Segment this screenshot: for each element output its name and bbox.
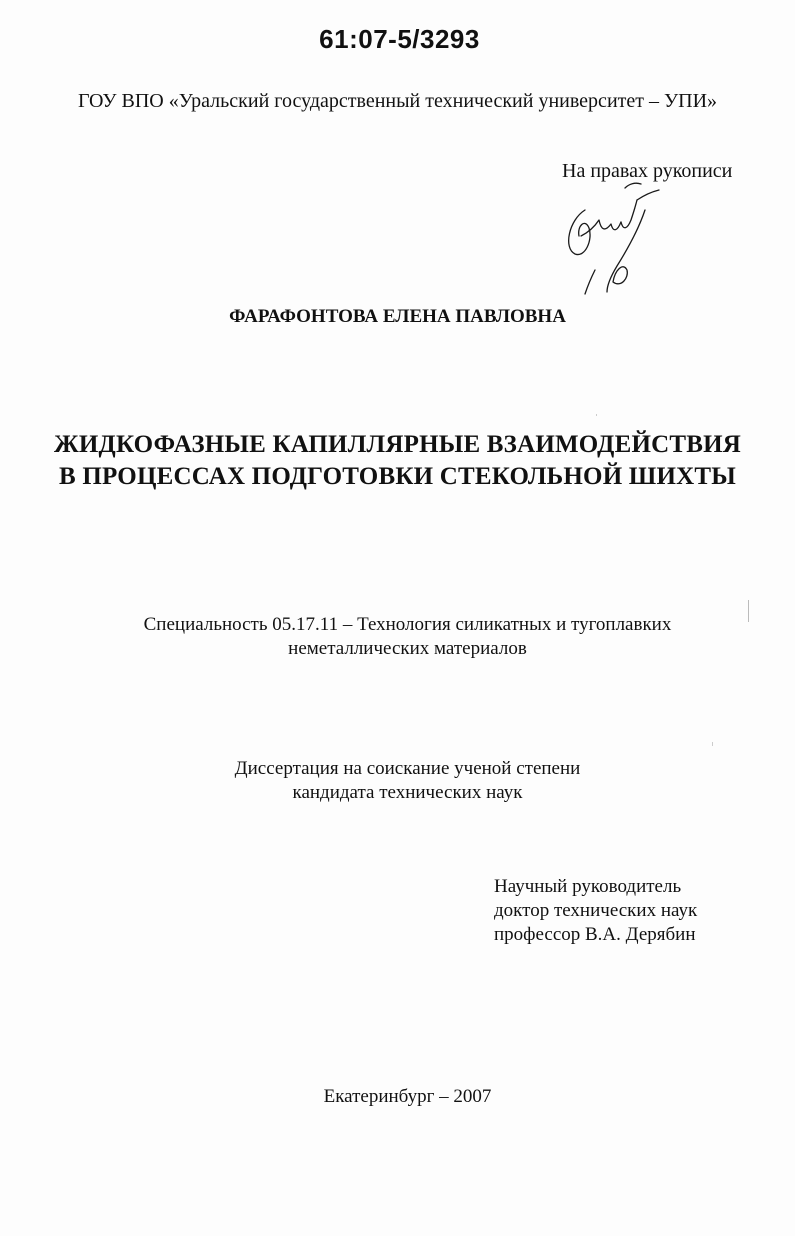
registry-number-stamp: [0, 24, 795, 55]
city-year: Екатеринбург – 2007: [323, 1086, 492, 1107]
degree-line-1: Диссертация на соискание ученой степени: [234, 758, 581, 779]
handwritten-signature: [555, 170, 675, 300]
specialty-line-2: неметаллических материалов: [288, 638, 527, 659]
supervisor-line-1: Научный руководитель: [494, 876, 682, 897]
scan-speck: [712, 742, 713, 746]
specialty-line-1: Специальность 05.17.11 – Технология силикатных и тугоплавких: [143, 614, 672, 635]
manuscript-rights-note: На правах рукописи: [562, 160, 733, 182]
thesis-title-line-2: В ПРОЦЕССАХ ПОДГОТОВКИ СТЕКОЛЬНОЙ ШИХТЫ: [59, 463, 736, 490]
registry-number: 61:07-5/3293: [319, 24, 480, 54]
thesis-title-line-1: ЖИДКОФАЗНЫЕ КАПИЛЛЯРНЫЕ ВЗАИМОДЕЙСТВИЯ: [53, 431, 741, 458]
scan-speck: [596, 414, 597, 416]
degree-line-2: кандидата технических наук: [292, 782, 523, 803]
organization-name: ГОУ ВПО «Уральский государственный технический университет – УПИ»: [77, 90, 718, 112]
author-name: ФАРАФОНТОВА ЕЛЕНА ПАВЛОВНА: [229, 306, 566, 327]
supervisor-line-2: доктор технических наук: [494, 900, 698, 921]
supervisor-line-3: профессор В.А. Дерябин: [494, 924, 696, 945]
scan-speck: [748, 600, 749, 622]
